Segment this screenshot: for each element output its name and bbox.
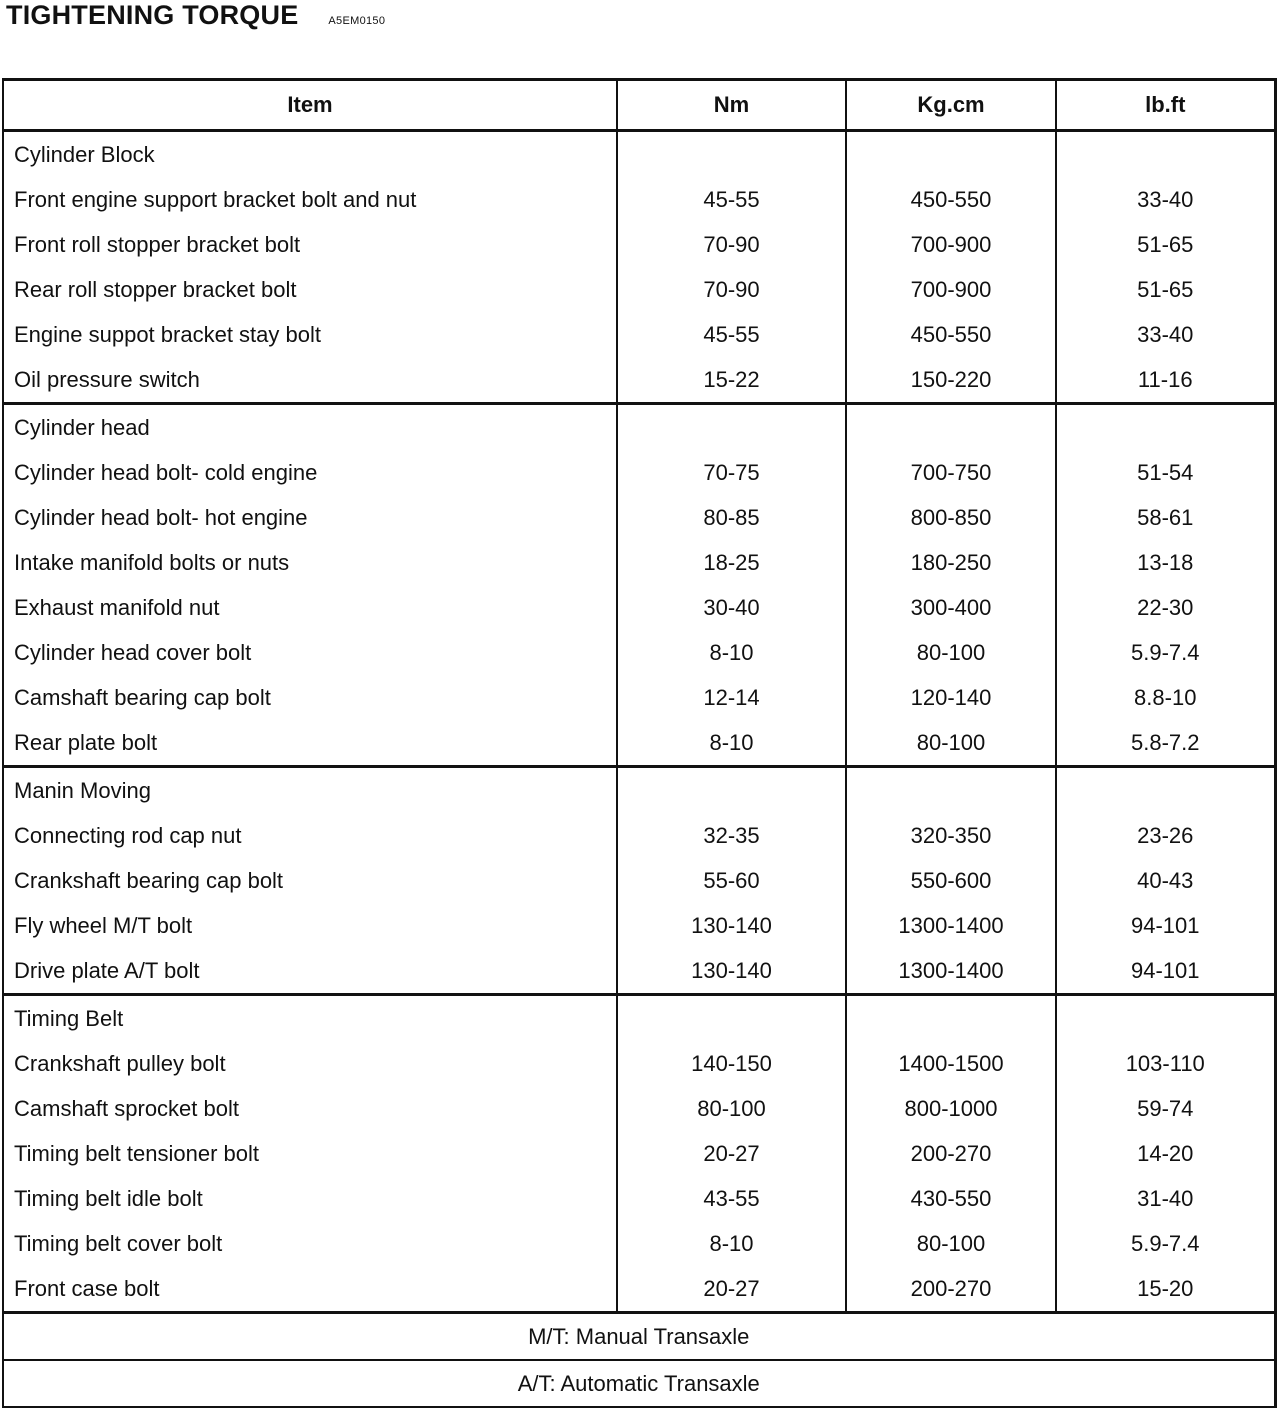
torque-kgcm: 700-900 [846,267,1056,312]
note-text: A/T: Automatic Transaxle [3,1360,1275,1407]
note-row [3,1360,1275,1407]
item-name: Front case bolt [3,1266,617,1313]
column-header-nm: Nm [617,80,846,131]
group-name: Cylinder Block [3,131,617,178]
torque-lbft: 103-110 [1056,1041,1275,1086]
item-name: Cylinder head cover bolt [3,630,617,675]
torque-kgcm: 150-220 [846,357,1056,404]
torque-kgcm: 200-270 [846,1266,1056,1313]
group-header-row [3,404,1275,451]
torque-nm: 8-10 [617,1221,846,1266]
torque-nm: 130-140 [617,903,846,948]
empty-cell [1056,404,1275,451]
torque-nm: 70-75 [617,450,846,495]
torque-lbft: 94-101 [1056,903,1275,948]
torque-kgcm: 80-100 [846,720,1056,767]
item-name: Timing belt idle bolt [3,1176,617,1221]
torque-lbft: 14-20 [1056,1131,1275,1176]
torque-nm: 45-55 [617,177,846,222]
group-header-row [3,131,1275,178]
item-name: Rear roll stopper bracket bolt [3,267,617,312]
torque-nm: 18-25 [617,540,846,585]
group-name: Timing Belt [3,995,617,1042]
empty-cell [617,995,846,1042]
torque-lbft: 51-65 [1056,222,1275,267]
torque-kgcm: 80-100 [846,1221,1056,1266]
group-name: Manin Moving [3,767,617,814]
torque-nm: 15-22 [617,357,846,404]
table-row [3,177,1275,222]
torque-nm: 55-60 [617,858,846,903]
group-header-row [3,995,1275,1042]
item-name: Cylinder head bolt- cold engine [3,450,617,495]
note-text: M/T: Manual Transaxle [3,1313,1275,1361]
torque-nm: 12-14 [617,675,846,720]
item-name: Crankshaft pulley bolt [3,1041,617,1086]
torque-lbft: 5.8-7.2 [1056,720,1275,767]
item-name: Front roll stopper bracket bolt [3,222,617,267]
torque-nm: 80-100 [617,1086,846,1131]
torque-kgcm: 180-250 [846,540,1056,585]
note-row [3,1313,1275,1361]
torque-lbft: 51-54 [1056,450,1275,495]
torque-lbft: 59-74 [1056,1086,1275,1131]
table-row [3,903,1275,948]
torque-kgcm: 1300-1400 [846,903,1056,948]
torque-lbft: 33-40 [1056,312,1275,357]
group-name: Cylinder head [3,404,617,451]
torque-nm: 140-150 [617,1041,846,1086]
item-name: Rear plate bolt [3,720,617,767]
torque-kgcm: 300-400 [846,585,1056,630]
torque-nm: 30-40 [617,585,846,630]
torque-nm: 70-90 [617,267,846,312]
item-name: Camshaft bearing cap bolt [3,675,617,720]
item-name: Timing belt tensioner bolt [3,1131,617,1176]
empty-cell [1056,131,1275,178]
torque-nm: 45-55 [617,312,846,357]
torque-kgcm: 200-270 [846,1131,1056,1176]
torque-lbft: 15-20 [1056,1266,1275,1313]
table-row [3,630,1275,675]
table-row [3,1086,1275,1131]
item-name: Cylinder head bolt- hot engine [3,495,617,540]
empty-cell [617,767,846,814]
torque-kgcm: 800-850 [846,495,1056,540]
torque-nm: 80-85 [617,495,846,540]
empty-cell [846,995,1056,1042]
table-row [3,312,1275,357]
table-row [3,1176,1275,1221]
table-row [3,267,1275,312]
torque-kgcm: 700-900 [846,222,1056,267]
torque-nm: 70-90 [617,222,846,267]
torque-lbft: 5.9-7.4 [1056,1221,1275,1266]
torque-kgcm: 700-750 [846,450,1056,495]
table-header-row [3,80,1275,131]
torque-nm: 130-140 [617,948,846,995]
table-row [3,495,1275,540]
table-row [3,948,1275,995]
item-name: Timing belt cover bolt [3,1221,617,1266]
table-row [3,585,1275,630]
torque-nm: 8-10 [617,720,846,767]
torque-lbft: 51-65 [1056,267,1275,312]
torque-lbft: 8.8-10 [1056,675,1275,720]
item-name: Exhaust manifold nut [3,585,617,630]
torque-lbft: 11-16 [1056,357,1275,404]
torque-lbft: 94-101 [1056,948,1275,995]
torque-nm: 43-55 [617,1176,846,1221]
torque-kgcm: 450-550 [846,177,1056,222]
table-row [3,222,1275,267]
group-header-row [3,767,1275,814]
item-name: Oil pressure switch [3,357,617,404]
torque-lbft: 33-40 [1056,177,1275,222]
empty-cell [1056,995,1275,1042]
empty-cell [617,404,846,451]
empty-cell [846,404,1056,451]
item-name: Camshaft sprocket bolt [3,1086,617,1131]
page-title: TIGHTENING TORQUE [6,0,299,30]
torque-nm: 20-27 [617,1131,846,1176]
table-row [3,1221,1275,1266]
empty-cell [846,131,1056,178]
torque-lbft: 22-30 [1056,585,1275,630]
torque-lbft: 31-40 [1056,1176,1275,1221]
item-name: Connecting rod cap nut [3,813,617,858]
table-row [3,1131,1275,1176]
item-name: Crankshaft bearing cap bolt [3,858,617,903]
item-name: Front engine support bracket bolt and nut [3,177,617,222]
table-row [3,357,1275,404]
torque-lbft: 40-43 [1056,858,1275,903]
table-row [3,1041,1275,1086]
empty-cell [846,767,1056,814]
document-code: A5EM0150 [328,15,386,27]
item-name: Intake manifold bolts or nuts [3,540,617,585]
item-name: Fly wheel M/T bolt [3,903,617,948]
torque-nm: 20-27 [617,1266,846,1313]
table-body [3,131,1275,1408]
torque-kgcm: 430-550 [846,1176,1056,1221]
torque-nm: 32-35 [617,813,846,858]
item-name: Engine suppot bracket stay bolt [3,312,617,357]
table-row [3,540,1275,585]
torque-lbft: 13-18 [1056,540,1275,585]
table-row [3,813,1275,858]
torque-kgcm: 1300-1400 [846,948,1056,995]
column-header-item: Item [3,80,617,131]
page-header [6,0,385,40]
column-header-kgcm: Kg.cm [846,80,1056,131]
torque-kgcm: 80-100 [846,630,1056,675]
empty-cell [617,131,846,178]
column-header-lbft: lb.ft [1056,80,1275,131]
torque-lbft: 23-26 [1056,813,1275,858]
torque-kgcm: 550-600 [846,858,1056,903]
torque-kgcm: 1400-1500 [846,1041,1056,1086]
torque-kgcm: 120-140 [846,675,1056,720]
torque-kgcm: 800-1000 [846,1086,1056,1131]
item-name: Drive plate A/T bolt [3,948,617,995]
empty-cell [1056,767,1275,814]
torque-nm: 8-10 [617,630,846,675]
torque-lbft: 5.9-7.4 [1056,630,1275,675]
table-row [3,1266,1275,1313]
torque-kgcm: 450-550 [846,312,1056,357]
torque-kgcm: 320-350 [846,813,1056,858]
table-row [3,450,1275,495]
table-row [3,720,1275,767]
torque-lbft: 58-61 [1056,495,1275,540]
torque-table [2,78,1277,1408]
table-row [3,858,1275,903]
table-row [3,675,1275,720]
